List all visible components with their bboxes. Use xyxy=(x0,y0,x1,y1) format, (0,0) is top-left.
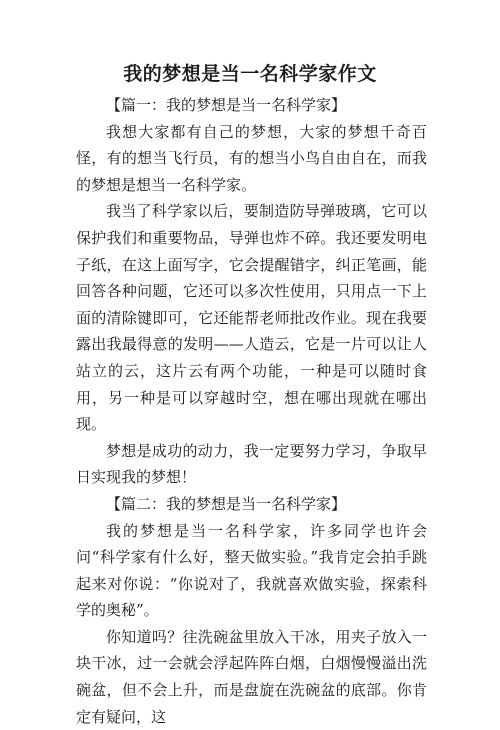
section-heading-1: 【篇一：我的梦想是当一名科学家】 xyxy=(106,96,347,114)
paragraph: 你知道吗？往洗碗盆里放入干冰，用夹子放入一块干冰，过一会就会浮起阵阵白烟，白烟慢慢溢出洗碗盆，但不会上升，而是盘旋在洗碗盆的底部。你肯定有疑问，这 xyxy=(76,627,427,726)
document-title: 我的梦想是当一名科学家作文 xyxy=(123,63,377,85)
paragraph: 梦想是成功的动力，我一定要努力学习，争取早日实现我的梦想！ xyxy=(76,441,427,487)
paragraph: 我想大家都有自己的梦想，大家的梦想千奇百怪，有的想当飞行员，有的想当小鸟自由自在，而我的梦想是想当一名科学家。 xyxy=(76,122,427,194)
paragraph: 我的梦想是当一名科学家，许多同学也许会问“科学家有什么好，整天做实验。”我肯定会拍手跳起来对你说：“你说对了，我就喜欢做实验，探索科学的奥秘”。 xyxy=(76,521,427,620)
section-heading-2: 【篇二：我的梦想是当一名科学家】 xyxy=(106,494,347,513)
paragraph: 我当了科学家以后，要制造防导弹玻璃，它可以保护我们和重要物品，导弹也炸不碎。我还要发明电子纸，在这上面写字，它会提醒错字，纠正笔画，能回答各种问题，它还可以多次性使用，只用点一下上面的清除键即可，它还能帮老师批改作业。现在我要露出我最得意的发明——人造云，它是一片可以让人站立的云，这片云有两个功能，一种是可以随时食用，另一种是可以穿越时空，想在哪出现就在哪出现。 xyxy=(76,202,427,434)
document-body xyxy=(76,92,427,730)
